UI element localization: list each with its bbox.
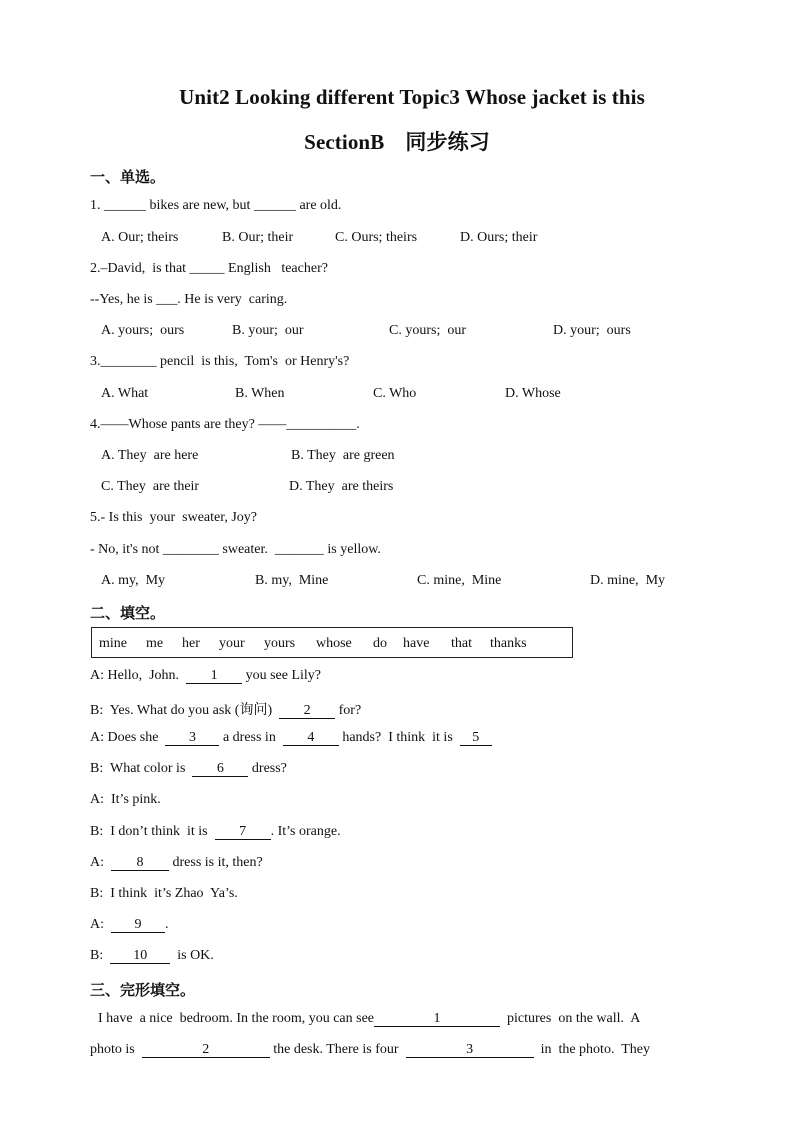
q5-line-2: - No, it's not ________ sweater. _______ is yellow. — [90, 542, 381, 557]
q5-option-d: D. mine, My — [590, 573, 666, 588]
word-bank-item: me — [146, 636, 164, 651]
word-bank-item: mine — [99, 636, 127, 651]
q4-option-a: A. They are here — [101, 448, 199, 463]
q2-option-d: D. your; ours — [553, 323, 631, 338]
q1-option-a: A. Our; theirs — [101, 230, 179, 245]
cloze-blank-2[interactable]: 2 — [142, 1043, 270, 1058]
q3-stem: 3.________ pencil is this, Tom's or Henry's? — [90, 354, 350, 369]
blank-8[interactable]: 8 — [111, 856, 169, 871]
blank-10[interactable]: 10 — [110, 949, 170, 964]
q1-option-c: C. Ours; theirs — [335, 230, 418, 245]
q4-stem: 4.——Whose pants are they? ——__________. — [90, 417, 360, 432]
q1-stem: 1. ______ bikes are new, but ______ are old. — [90, 198, 342, 213]
word-bank-item: whose — [316, 636, 352, 651]
section-3-heading: 三、完形填空。 — [90, 983, 196, 999]
cloze-blank-1[interactable]: 1 — [374, 1012, 500, 1027]
q4-option-c: C. They are their — [101, 479, 200, 494]
q5-option-a: A. my, My — [101, 573, 166, 588]
blank-4[interactable]: 4 — [283, 731, 339, 746]
q3-option-d: D. Whose — [505, 386, 561, 401]
blank-1[interactable]: 1 — [186, 669, 242, 684]
dialogue-line-8: B: I think it’s Zhao Ya’s. — [90, 886, 238, 901]
word-bank — [91, 627, 573, 658]
q4-option-d: D. They are theirs — [289, 479, 394, 494]
dialogue-line-4: B: What color is 6 dress? — [90, 761, 287, 776]
blank-2[interactable]: 2 — [279, 704, 335, 719]
dialogue-line-6: B: I don’t think it is 7 . It’s orange. — [90, 824, 341, 839]
blank-6[interactable]: 6 — [192, 762, 248, 777]
word-bank-item: thanks — [490, 636, 527, 651]
section-2-heading: 二、填空。 — [90, 606, 166, 622]
cloze-line-2: photo is 2 the desk. There is four 3 in the photo. They — [90, 1042, 650, 1057]
q5-option-c: C. mine, Mine — [417, 573, 502, 588]
q5-line-1: 5.- Is this your sweater, Joy? — [90, 510, 258, 525]
q3-option-b: B. When — [235, 386, 285, 401]
q3-option-a: A. What — [101, 386, 149, 401]
dialogue-line-5: A: It’s pink. — [90, 792, 161, 807]
blank-5[interactable]: 5 — [460, 731, 492, 746]
q5-option-b: B. my, Mine — [255, 573, 329, 588]
q1-option-b: B. Our; their — [222, 230, 294, 245]
dialogue-line-10: B: 10 is OK. — [90, 948, 214, 963]
dialogue-line-2: B: Yes. What do you ask (询问) 2 for? — [90, 703, 362, 718]
q3-option-c: C. Who — [373, 386, 417, 401]
q2-option-a: A. yours; ours — [101, 323, 185, 338]
word-bank-item: yours — [264, 636, 296, 651]
word-bank-item: do — [373, 636, 387, 651]
q2-line-1: 2.–David, is that _____ English teacher? — [90, 261, 328, 276]
cloze-blank-3[interactable]: 3 — [406, 1043, 534, 1058]
dialogue-line-1: A: Hello, John. 1 you see Lily? — [90, 668, 321, 683]
q2-option-b: B. your; our — [232, 323, 304, 338]
section-1-heading: 一、单选。 — [90, 170, 166, 186]
dialogue-line-3: A: Does she 3 a dress in 4 hands? I think it is 5 — [90, 730, 492, 746]
word-bank-item: that — [451, 636, 472, 651]
dialogue-line-7: A: 8 dress is it, then? — [90, 855, 263, 870]
title-line-1: Unit2 Looking different Topic3 Whose jacket is this — [179, 85, 645, 109]
title-line-2: SectionB 同步练习 — [304, 130, 490, 154]
blank-9[interactable]: 9 — [111, 918, 165, 933]
word-bank-item: her — [182, 636, 200, 651]
q2-option-c: C. yours; our — [389, 323, 466, 338]
q2-line-2: --Yes, he is ___. He is very caring. — [90, 292, 288, 307]
cloze-line-1: I have a nice bedroom. In the room, you can see 1 pictures on the wall. A — [98, 1011, 641, 1026]
blank-7[interactable]: 7 — [215, 825, 271, 840]
dialogue-line-9: A: 9 . — [90, 917, 169, 932]
q1-option-d: D. Ours; their — [460, 230, 538, 245]
word-bank-item: have — [403, 636, 430, 651]
q4-option-b: B. They are green — [291, 448, 395, 463]
word-bank-item: your — [219, 636, 245, 651]
blank-3[interactable]: 3 — [165, 731, 219, 746]
